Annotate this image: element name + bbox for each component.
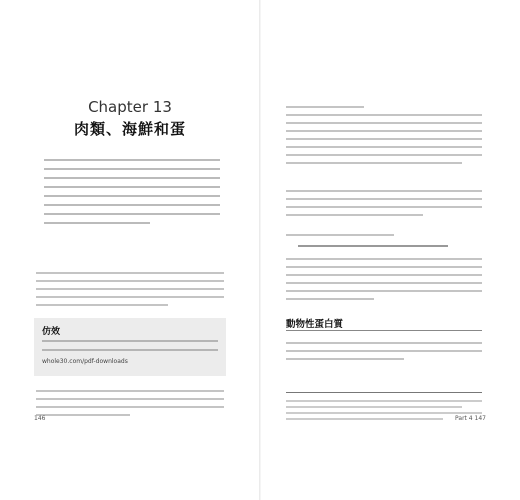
running-footer: Part 4 bbox=[455, 415, 473, 422]
epigraph-quote bbox=[44, 152, 220, 246]
sidebar-url: whole30.com/pdf-downloads bbox=[42, 358, 128, 365]
right-page bbox=[260, 0, 520, 500]
intro-paragraph bbox=[36, 266, 224, 318]
page-number-right bbox=[455, 415, 486, 422]
subheading bbox=[298, 245, 448, 247]
page-number-left: 146 bbox=[34, 415, 46, 422]
body-paragraph bbox=[36, 384, 224, 424]
footnotes bbox=[286, 392, 482, 424]
sidebar-text bbox=[42, 340, 218, 342]
sidebar-title: 仿效 bbox=[42, 327, 61, 337]
body-paragraph bbox=[286, 228, 482, 242]
sidebar-box bbox=[34, 318, 226, 376]
chapter-title: 肉類、海鮮和蛋 bbox=[73, 120, 186, 138]
body-paragraph bbox=[286, 252, 482, 308]
page-number: 147 bbox=[474, 415, 486, 422]
section-title: 動物性蛋白質 bbox=[286, 319, 344, 330]
sidebar-text-line bbox=[42, 349, 218, 351]
section-paragraph bbox=[286, 336, 482, 366]
body-paragraph bbox=[286, 184, 482, 224]
chapter-label: Chapter 13 bbox=[88, 98, 172, 116]
section-rule bbox=[286, 330, 482, 331]
body-paragraph bbox=[286, 100, 482, 178]
